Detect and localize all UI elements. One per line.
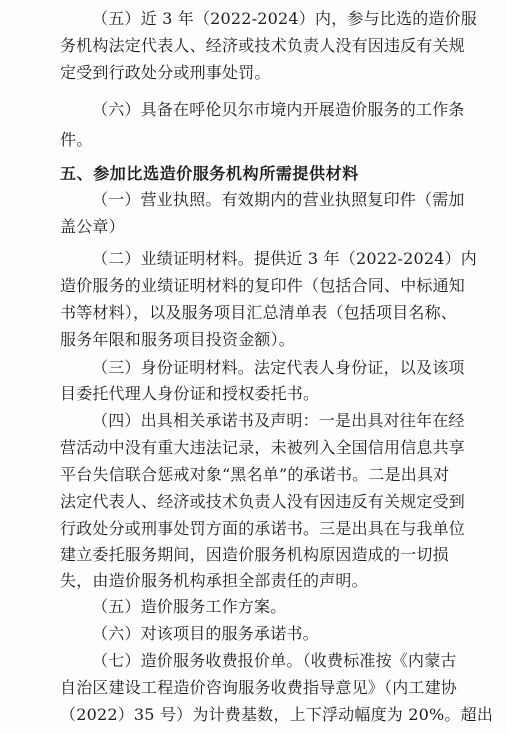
text-line: （六）具备在呼伦贝尔市境内开展造价服务的工作条 <box>92 99 465 119</box>
text-line: 建立委托服务期间，因造价服务机构原因造成的一切损 <box>60 544 449 564</box>
text-line: 盖公章） <box>60 217 125 237</box>
text-line: 平台失信联合惩戒对象“黑名单”的承诺书。二是出具对 <box>60 464 450 484</box>
text-line: 行政处分或刑事处罚方面的承诺书。三是出具在与我单位 <box>60 518 466 538</box>
text-line: 营活动中没有重大违法记录，未被列入全国信用信息共享 <box>60 438 466 458</box>
text-line: 自治区建设工程造价咨询服务收费指导意见》（内工建协 <box>60 677 458 697</box>
text-line: 法定代表人、经济或技术负责人没有因违反有关规定受到 <box>60 491 466 511</box>
text-line: 失，由造价服务机构承担全部责任的声明。 <box>60 570 368 590</box>
text-line: （一）营业执照。有效期内的营业执照复印件（需加 <box>92 189 465 209</box>
text-line: （五）近 3 年（2022-2024）内，参与比选的造价服 <box>92 8 477 28</box>
text-line: 服务年限和服务项目投资金额）。 <box>60 329 296 349</box>
text-line: （三）身份证明材料。法定代表人身份证，以及该项 <box>92 357 465 377</box>
text-line: 书等材料），以及服务项目汇总清单表（包括项目名称、 <box>60 302 458 322</box>
text-line: （六）对该项目的服务承诺书。 <box>92 624 319 644</box>
text-line: （2022）35 号）为计费基数，上下浮动幅度为 20%。超出 <box>60 704 494 724</box>
text-line: 目委托代理人身份证和授权委托书。 <box>60 384 320 404</box>
text-line: 务机构法定代表人、经济或技术负责人没有因违反有关规 <box>60 36 466 56</box>
text-line: （七）造价服务收费报价单。（收费标准按《内蒙古 <box>92 651 457 670</box>
section-heading: 五、参加比选造价服务机构所需提供材料 <box>60 164 359 184</box>
text-line: （二）业绩证明材料。提供近 3 年（2022-2024）内 <box>92 249 477 269</box>
text-line: （五）造价服务工作方案。 <box>92 597 287 617</box>
text-line: 造价服务的业绩证明材料的复印件（包括合同、中标通知 <box>60 276 466 296</box>
text-line: 定受到行政处分或刑事处罚。 <box>60 63 271 83</box>
text-line: 件。 <box>60 129 93 149</box>
text-line: （四）出具相关承诺书及声明：一是出具对往年在经 <box>92 411 465 431</box>
